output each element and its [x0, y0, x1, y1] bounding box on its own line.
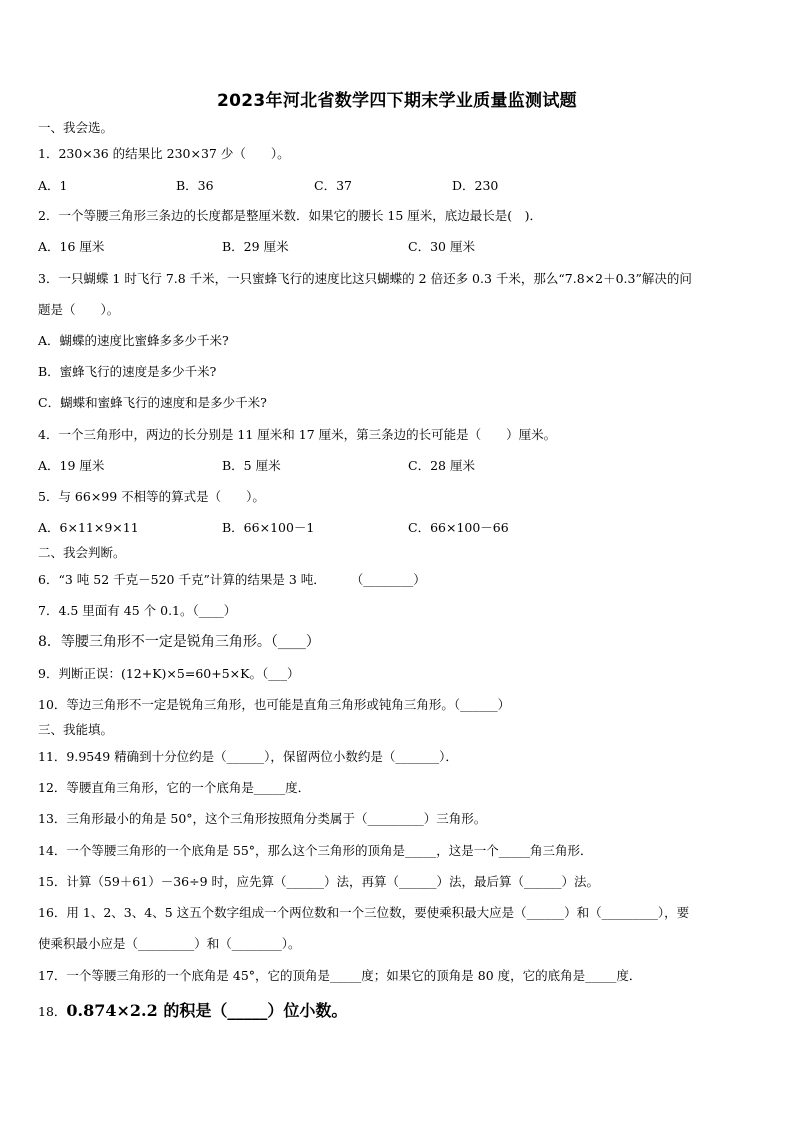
q1-option-a: A．1	[38, 178, 68, 193]
question-4: 4．一个三角形中，两边的长分别是 11 厘米和 17 厘米，第三条边的长可能是（ ）厘米。	[38, 427, 557, 442]
q2-option-b: B．29 厘米	[222, 239, 289, 254]
question-17: 17．一个等腰三角形的一个底角是 45°，它的顶角是_____度；如果它的顶角是 80 度，它的底角是_____度．	[38, 968, 642, 983]
q5-option-a: A．6×11×9×11	[38, 520, 139, 535]
q4-option-b: B．5 厘米	[222, 458, 281, 473]
q1-option-c: C．37	[314, 178, 352, 193]
q4-option-a: A．19 厘米	[38, 458, 105, 473]
section-heading-fill: 三、我能填。	[38, 722, 114, 737]
q5-option-b: B．66×100－1	[222, 520, 315, 535]
question-16-line-1: 16．用 1、2、3、4、5 这五个数字组成一个两位数和一个三位数，要使乘积最大应是（______）和（_________），要	[38, 905, 690, 920]
question-12: 12．等腰直角三角形，它的一个底角是_____度．	[38, 780, 311, 795]
question-16-line-2: 使乘积最小应是（_________）和（________）。	[38, 936, 301, 951]
question-18-number: 18．	[38, 1004, 67, 1019]
q5-option-c: C．66×100－66	[408, 520, 509, 535]
question-11: 11．9.9549 精确到十分位约是（______），保留两位小数约是（_______）．	[38, 749, 458, 764]
question-1: 1．230×36 的结果比 230×37 少（ ）。	[38, 146, 290, 161]
question-3-line-2: 题是（ ）。	[38, 302, 120, 317]
q2-option-a: A．16 厘米	[38, 239, 105, 254]
q4-option-c: C．28 厘米	[408, 458, 475, 473]
section-heading-judge: 二、我会判断。	[38, 545, 126, 560]
q3-option-b: B．蜜蜂飞行的速度是多少千米?	[38, 364, 217, 379]
question-6: 6．“3 吨 52 千克－520 千克”计算的结果是 3 吨． （________）	[38, 572, 426, 587]
q2-option-c: C．30 厘米	[408, 239, 475, 254]
section-heading-choice: 一、我会选。	[38, 120, 114, 135]
question-7: 7．4.5 里面有 45 个 0.1。（____）	[38, 603, 237, 618]
question-2: 2．一个等腰三角形三条边的长度都是整厘米数．如果它的腰长 15 厘米，底边最长是( )．	[38, 208, 543, 223]
q1-option-d: D．230	[452, 178, 499, 193]
q1-option-b: B．36	[176, 178, 214, 193]
question-18-text: 0.874×2.2 的积是（_____）位小数。	[66, 1001, 348, 1020]
question-8: 8．等腰三角形不一定是锐角三角形。（____）	[38, 634, 320, 650]
question-15: 15．计算（59＋61）－36÷9 时，应先算（______）法，再算（______）法，最后算（______）法。	[38, 874, 600, 889]
question-3-line-1: 3．一只蝴蝶 1 时飞行 7.8 千米，一只蜜蜂飞行的速度比这只蝴蝶的 2 倍还多 0.3 千米，那么“7.8×2＋0.3”解决的问	[38, 271, 692, 286]
question-13: 13．三角形最小的角是 50°，这个三角形按照角分类属于（_________）三角形。	[38, 811, 487, 826]
q3-option-a: A．蝴蝶的速度比蜜蜂多多少千米?	[38, 333, 229, 348]
question-5: 5．与 66×99 不相等的算式是（ ）。	[38, 489, 265, 504]
question-18	[38, 1003, 347, 1020]
q3-option-c: C．蝴蝶和蜜蜂飞行的速度和是多少千米?	[38, 395, 267, 410]
page-title: 2023年河北省数学四下期末学业质量监测试题	[217, 91, 577, 111]
question-10: 10．等边三角形不一定是锐角三角形，也可能是直角三角形或钝角三角形。（______）	[38, 697, 511, 712]
question-9: 9．判断正误：(12+K)×5=60+5×K。（___）	[38, 666, 300, 681]
question-14: 14．一个等腰三角形的一个底角是 55°，那么这个三角形的顶角是_____，这是一个_____角三角形．	[38, 843, 593, 858]
